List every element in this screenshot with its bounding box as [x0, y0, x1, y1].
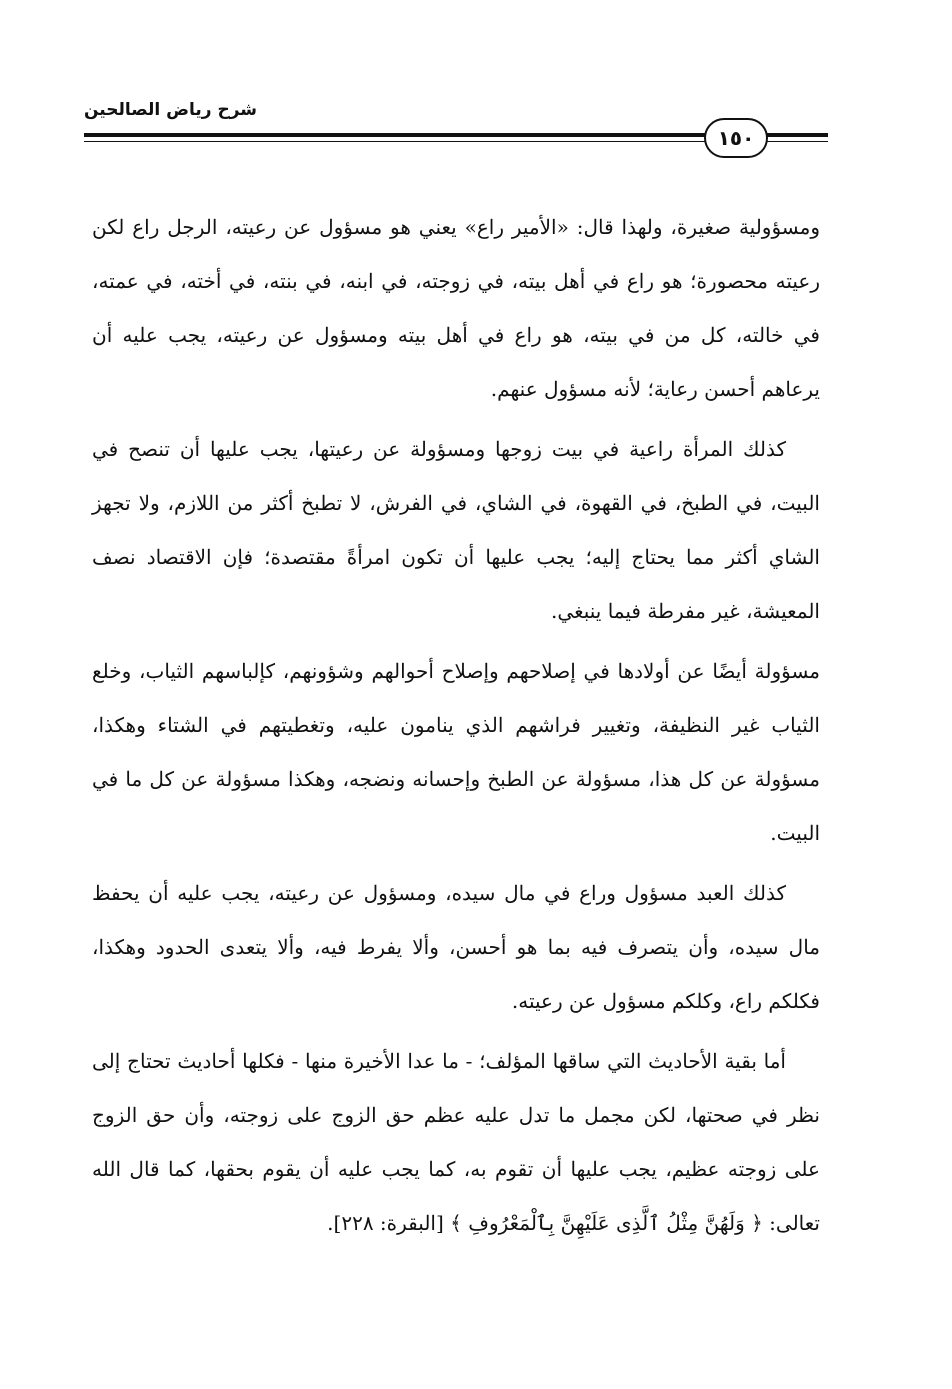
paragraph: كذلك المرأة راعية في بيت زوجها ومسؤولة عن رعيتها، يجب عليها أن تنصح في البيت، في الطبخ، في القهوة، في الشاي، في الفرش، لا تطبخ أكثر من اللازم، ولا تجهز الشاي أكثر مما يحتاج إليه؛ يجب عليها أن تكون امرأةً مقتصدة؛ فإن الاقتصاد نصف المعيشة، غير مفرطة فيما ينبغي. [92, 437, 820, 623]
paragraph: مسؤولة أيضًا عن أولادها في إصلاحهم وإصلاح أحوالهم وشؤونهم، كإلباسهم الثياب، وخلع الثياب غير النظيفة، وتغيير فراشهم الذي ينامون عليه، وتغطيتهم في الشتاء وهكذا، مسؤولة عن كل هذا، مسؤولة عن الطبخ وإحسانه ونضجه، وهكذا مسؤولة عن كل ما في البيت. [92, 659, 820, 845]
page-body [92, 200, 820, 1256]
page-number: ١٥٠ [704, 118, 768, 158]
paragraph: كذلك العبد مسؤول وراع في مال سيده، ومسؤول عن رعيته، يجب عليه أن يحفظ مال سيده، وأن يتصرف فيه بما هو أحسن، وألا يفرط فيه، وألا يتعدى الحدود وهكذا، فكلكم راع، وكلكم مسؤول عن رعيته. [92, 881, 820, 1013]
paragraph: أما بقية الأحاديث التي ساقها المؤلف؛ - ما عدا الأخيرة منها - فكلها أحاديث تحتاج إلى نظر في صحتها، لكن مجمل ما تدل عليه عظم حق الزوج على زوجته، وأن حق الزوج على زوجته عظيم، يجب عليها أن تقوم به، كما يجب عليه أن يقوم بحقها، كما قال الله تعالى: ﴿ وَلَهُنَّ مِثْلُ ٱلَّذِى عَلَيْهِنَّ بِٱلْمَعْرُوفِ ﴾ [البقرة: ٢٢٨]. [92, 1049, 821, 1235]
running-header-title: شرح رياض الصالحين [84, 100, 258, 120]
paragraph: ومسؤولية صغيرة، ولهذا قال: «الأمير راع» يعني هو مسؤول عن رعيته، الرجل راع لكن رعيته محصورة؛ هو راع في أهل بيته، في زوجته، في ابنه، في بنته، في أخته، في عمته، في خالته، كل من في بيته، هو راع في أهل بيته ومسؤول عن رعيته، يجب عليه أن يرعاهم أحسن رعاية؛ لأنه مسؤول عنهم. [92, 215, 820, 401]
